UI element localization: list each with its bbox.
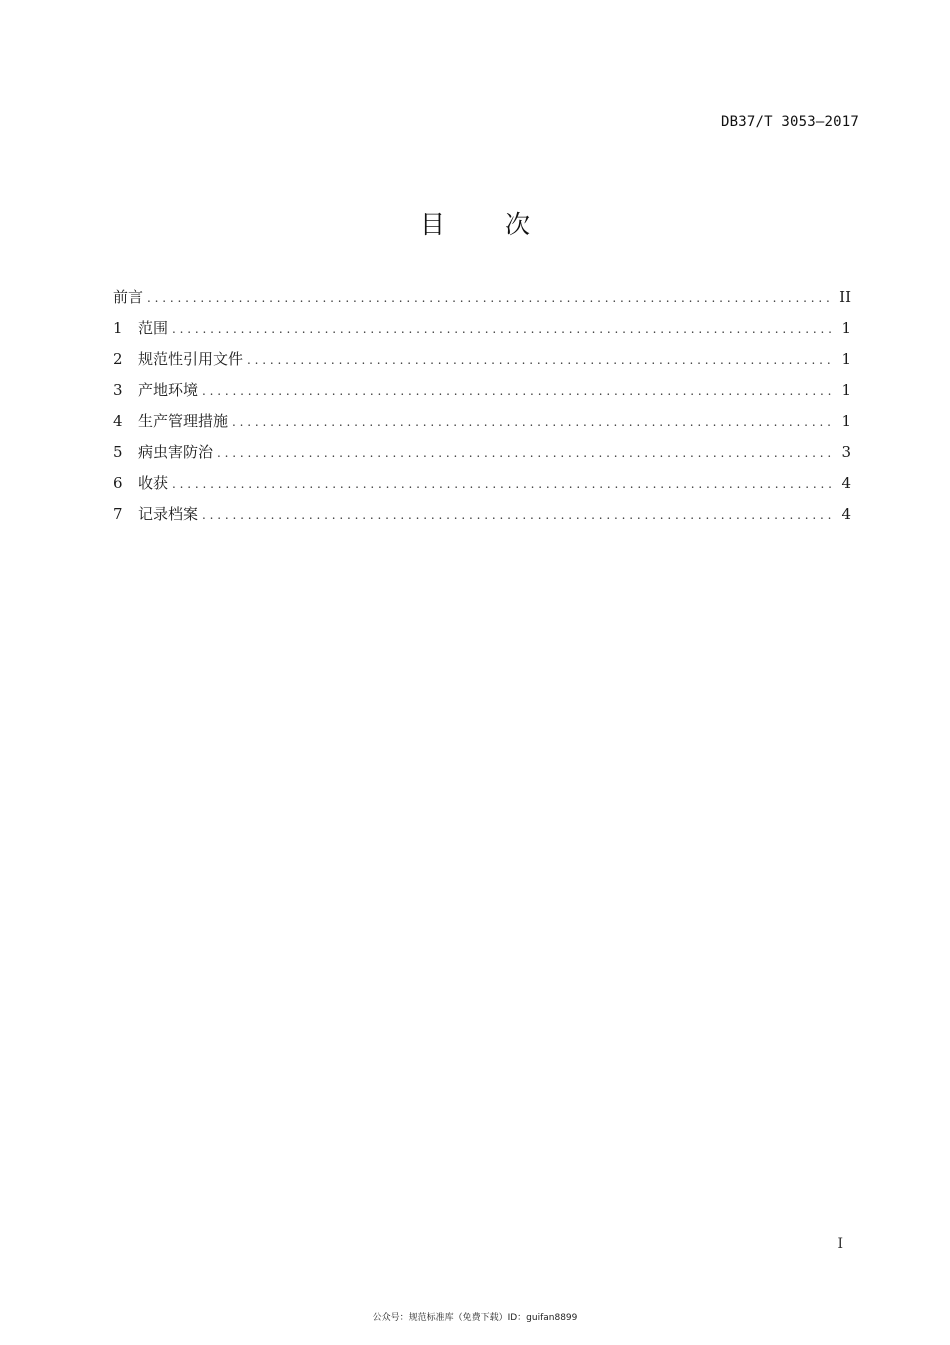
page-number: I [837, 1236, 843, 1252]
toc-entry-scope[interactable] [113, 317, 851, 348]
toc-entry-page: 3 [841, 443, 851, 461]
toc-entry-page: II [839, 288, 851, 306]
toc-entry-label: 规范性引用文件 [138, 350, 244, 368]
dot-leader [172, 473, 833, 495]
toc-entry-label: 生产管理措施 [138, 412, 229, 430]
toc-entry-label: 收获 [138, 474, 169, 492]
dot-leader [202, 380, 833, 402]
dot-leader [232, 411, 833, 433]
toc-entry-page: 1 [841, 412, 851, 430]
toc-entry-number: 3 [113, 381, 123, 399]
toc-entry-number: 2 [113, 350, 123, 368]
toc-entry-label: 产地环境 [138, 381, 199, 399]
toc-entry-number: 7 [113, 505, 123, 523]
toc-entry-number: 1 [113, 319, 123, 337]
toc-entry-records[interactable] [113, 503, 851, 534]
toc-title: 目 次 [420, 210, 556, 239]
footer-note: 公众号：规范标准库（免费下载）ID：guifan8899 [372, 1313, 578, 1323]
dot-leader [147, 287, 833, 309]
toc-entry-number: 6 [113, 474, 123, 492]
toc-entry-foreword[interactable] [113, 286, 851, 317]
toc-entry-label: 记录档案 [138, 505, 199, 523]
toc-entry-production-environment[interactable] [113, 379, 851, 410]
dot-leader [217, 442, 833, 464]
toc-entry-page: 1 [841, 319, 851, 337]
dot-leader [172, 318, 833, 340]
toc-entry-label: 病虫害防治 [138, 443, 214, 461]
dot-leader [247, 349, 833, 371]
toc-entry-page: 4 [841, 505, 851, 523]
toc-entry-harvest[interactable] [113, 472, 851, 503]
toc-entry-label: 前言 [113, 288, 144, 306]
toc-entry-management-measures[interactable] [113, 410, 851, 441]
dot-leader [202, 504, 833, 526]
toc-entry-number: 5 [113, 443, 123, 461]
toc-entry-pest-control[interactable] [113, 441, 851, 472]
toc-entry-page: 1 [841, 381, 851, 399]
toc-entry-page: 1 [841, 350, 851, 368]
toc-entry-number: 4 [113, 412, 123, 430]
table-of-contents [113, 286, 851, 534]
document-code: DB37/T 3053—2017 [720, 114, 859, 130]
toc-entry-page: 4 [841, 474, 851, 492]
toc-entry-label: 范围 [138, 319, 169, 337]
toc-entry-normative-references[interactable] [113, 348, 851, 379]
